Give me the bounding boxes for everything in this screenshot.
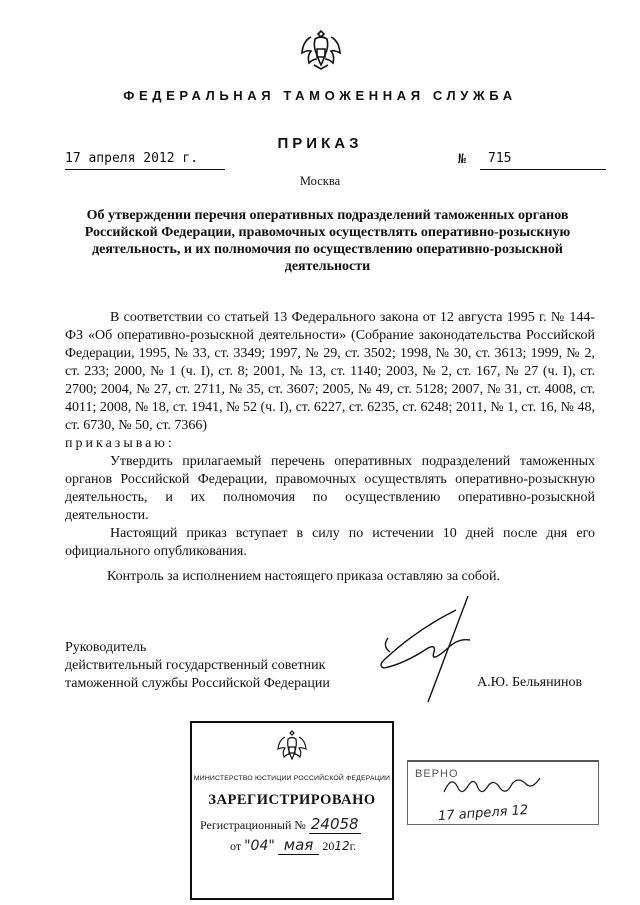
stamp-month: мая (278, 836, 320, 855)
signatory-block (65, 639, 330, 693)
stamp-day: "04" (244, 838, 275, 854)
order-number-sign: № (458, 152, 466, 167)
stamp-date-prefix: от (230, 839, 242, 853)
order-body (65, 309, 595, 561)
subject-line-4: деятельности (284, 259, 371, 274)
signatory-name: А.Ю. Бельянинов (477, 675, 583, 690)
control-paragraph: Контроль за исполнением настоящего приказа оставляю за собой. (107, 569, 501, 584)
signatory-role-3: таможенной службы Российской Федерации (65, 676, 330, 691)
stamp-year-end: г. (349, 839, 357, 853)
order-number: 715 (488, 151, 512, 166)
stamp-registered: ЗАРЕГИСТРИРОВАНО (208, 792, 376, 808)
stamp-date-line (230, 836, 356, 854)
stamp-emblem-icon (276, 729, 308, 767)
verification-date: 17 апреля 12 (437, 802, 529, 825)
city: Москва (299, 174, 341, 188)
agency-name: ФЕДЕРАЛЬНАЯ ТАМОЖЕННАЯ СЛУЖБА (123, 88, 517, 103)
subject-line-1: Об утверждении перечня оперативных подразделений таможенных органов (86, 208, 569, 223)
verification-label: ВЕРНО (415, 768, 459, 780)
stamp-year-suffix: 12 (334, 839, 350, 853)
stamp-reg-label: Регистрационный № (200, 818, 306, 832)
subject-line-2: Российской Федерации, правомочных осуществлять оперативно-розыскную (84, 225, 571, 240)
order-subject (60, 207, 595, 275)
document-title: ПРИКАЗ (277, 135, 363, 152)
preamble-paragraph: В соответствии со статьей 13 Федерального закона от 12 августа 1995 г. № 144-ФЗ «Об оперативно-розыскной деятельности» (Собрание законодательства Российской Федерации, 1995, № 33, ст. 3349; 1997, № 29, ст. 3502; 1998, № 30, ст. 3613; 1999, № 2, ст. 233; 2000, № 1 (ч. I), ст. 8; 2001, № 13, ст. 1140; 2003, № 2, ст. 167, № 27 (ч. I), ст. 2700; 2004, № 27, ст. 2711, № 35, ст. 3607; 2005, № 49, ст. 5128; 2007, № 31, ст. 4008, ст. 4011; 2008, № 18, ст. 1941, № 52 (ч. I), ст. 6227, ст. 6235, ст. 6248; 2011, № 1, ст. 16, № 48, ст. 6730, № 50, ст. 7366) (65, 310, 595, 433)
signatory-role-2: действительный государственный советник (65, 658, 326, 673)
stamp-year-prefix: 20 (322, 839, 335, 853)
order-word: приказываю: (65, 436, 175, 451)
signatory-role-1: Руководитель (65, 640, 147, 655)
verification-signature (440, 770, 560, 800)
stamp-ministry: МИНИСТЕРСТВО ЮСТИЦИИ РОССИЙСКОЙ ФЕДЕРАЦИИ (193, 775, 391, 782)
approval-paragraph: Утвердить прилагаемый перечень оперативных подразделений таможенных органов Российской Федерации, правомочных осуществлять оперативно-розыскную деятельность, и их полномочия по осуществлению оперативно-розыскной деятельности. (65, 454, 595, 523)
stamp-reg-number: 24058 (310, 815, 359, 833)
order-date: 17 апреля 2012 г. (65, 151, 225, 170)
effective-date-paragraph: Настоящий приказ вступает в силу по истечении 10 дней после дня его официального опубликования. (65, 526, 595, 559)
order-number-field (480, 151, 606, 170)
subject-line-3: деятельность, и их полномочия по осуществлению оперативно-розыскной (92, 242, 563, 257)
stamp-reg-number-line (200, 815, 361, 833)
coat-of-arms-emblem (297, 25, 345, 73)
registration-stamp (190, 721, 394, 900)
